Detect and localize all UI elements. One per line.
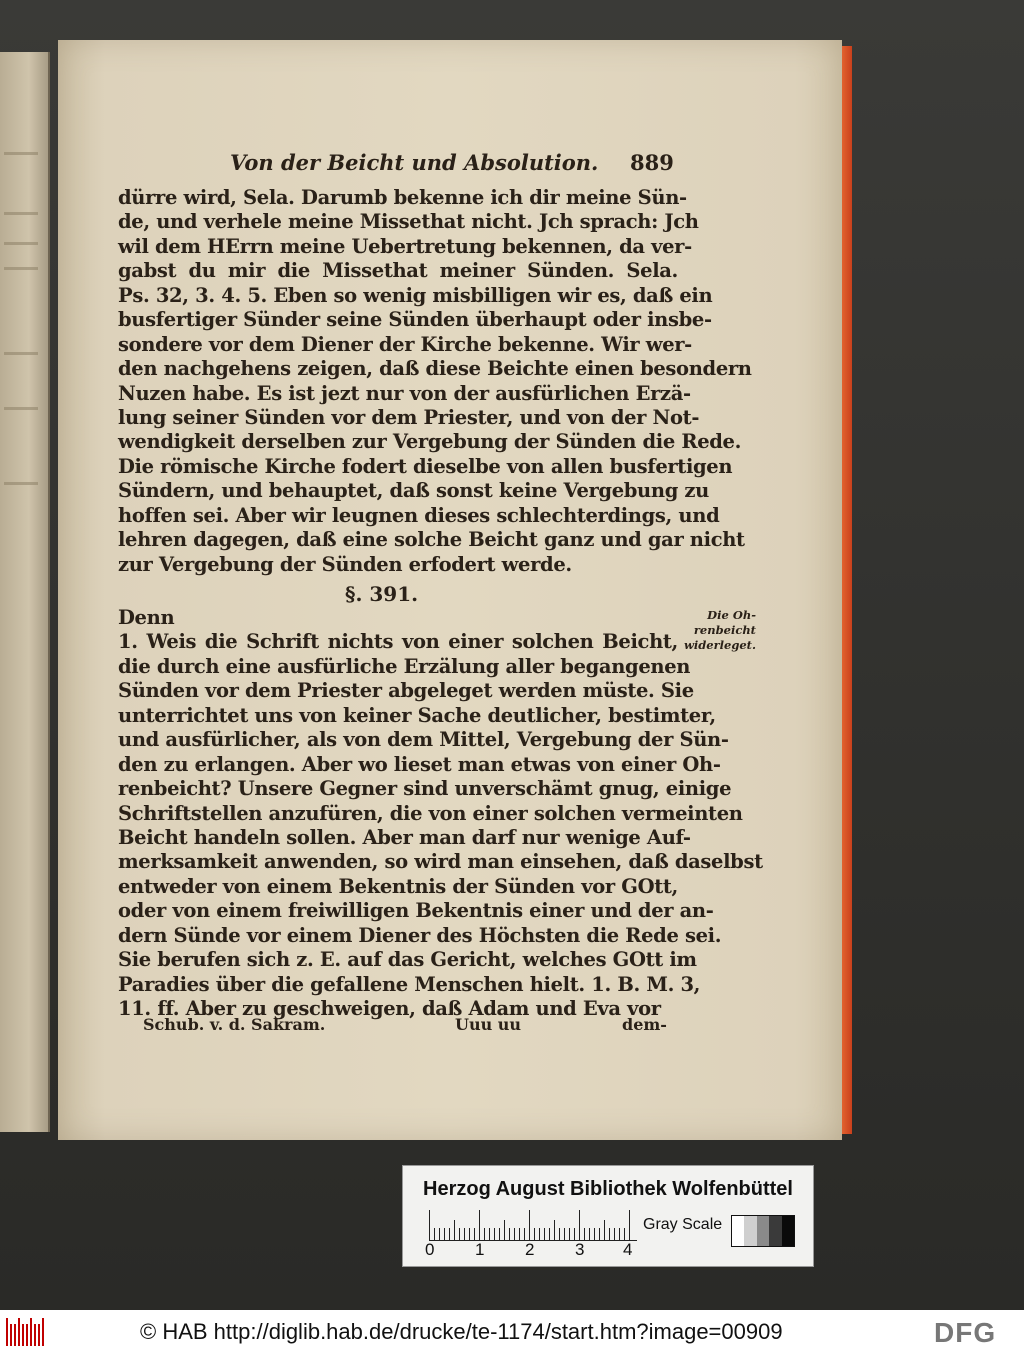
text-line: Sünden vor dem Priester abgeleget werden müste. Sie xyxy=(118,679,694,703)
margin-note-line: Die Oh- xyxy=(707,608,756,622)
ruler-number: 4 xyxy=(623,1240,633,1259)
ruler-tick xyxy=(474,1228,475,1240)
ruler-tick xyxy=(489,1228,490,1240)
gray-swatch xyxy=(744,1216,756,1246)
text-line: 11. ff. Aber zu geschweigen, daß Adam und Eva vor xyxy=(118,997,661,1020)
text-line: Sie berufen sich z. E. auf das Gericht, welches GOtt im xyxy=(118,948,697,972)
ruler-number: 1 xyxy=(475,1240,485,1259)
catchword: dem- xyxy=(622,1015,667,1034)
text-line: Sündern, und behauptet, daß sonst keine Vergebung zu xyxy=(118,479,709,503)
ruler-tick xyxy=(449,1228,450,1240)
gray-swatch xyxy=(732,1216,744,1246)
ruler-tick xyxy=(499,1228,500,1240)
ruler-tick xyxy=(539,1228,540,1240)
ruler-tick xyxy=(559,1228,560,1240)
text-block-1 xyxy=(118,186,752,577)
margin-note xyxy=(676,608,756,653)
ruler-tick xyxy=(599,1228,600,1240)
ruler-number: 2 xyxy=(525,1240,535,1259)
page-red-edge xyxy=(842,46,852,1134)
page-number: 889 xyxy=(630,150,674,175)
ruler-tick xyxy=(509,1228,510,1240)
text-line: oder von einem freiwilligen Bekentnis einer und der an- xyxy=(118,899,714,923)
text-line: zur Vergebung der Sünden erfodert werde. xyxy=(118,552,572,576)
text-line: und ausfürlicher, als von dem Mittel, Vergebung der Sün- xyxy=(118,728,729,752)
signature-letters: Uuu uu xyxy=(455,1015,522,1034)
gray-scale-swatches xyxy=(731,1215,795,1247)
ruler-tick xyxy=(529,1210,530,1240)
ruler-tick xyxy=(454,1220,455,1240)
ruler-tick xyxy=(569,1228,570,1240)
ruler-number: 0 xyxy=(425,1240,435,1259)
text-line: merksamkeit anwenden, so wird man einsehen, daß daselbst xyxy=(118,850,763,874)
gray-swatch xyxy=(757,1216,769,1246)
text-line: wil dem HErrn meine Uebertretung bekennen, da ver- xyxy=(118,234,692,258)
text-line: hoffen sei. Aber wir leugnen dieses schlechterdings, und xyxy=(118,503,720,527)
text-line: gabst du mir die Missethat meiner Sünden. Sela. xyxy=(118,259,678,283)
text-line: sondere vor dem Diener der Kirche bekenne. Wir wer- xyxy=(118,332,692,356)
ruler-tick xyxy=(514,1228,515,1240)
text-line: de, und verhele meine Missethat nicht. Jch sprach: Jch xyxy=(118,210,699,234)
gray-swatch xyxy=(769,1216,781,1246)
ruler-tick xyxy=(574,1228,575,1240)
section-number: §. 391. xyxy=(345,582,419,606)
ruler xyxy=(429,1210,639,1242)
ruler-tick xyxy=(594,1228,595,1240)
copyright-link[interactable]: © HAB http://diglib.hab.de/drucke/te-1174/start.htm?image=00909 xyxy=(140,1319,783,1344)
ruler-tick xyxy=(429,1210,430,1240)
ruler-tick xyxy=(519,1228,520,1240)
gray-scale-label: Gray Scale xyxy=(643,1216,723,1233)
ruler-tick xyxy=(614,1228,615,1240)
footer-bar xyxy=(0,1310,1024,1353)
hab-logo-icon xyxy=(6,1318,46,1346)
text-line: renbeicht? Unsere Gegner sind unverschämt gnug, einige xyxy=(118,777,732,801)
margin-note-line: widerleget. xyxy=(683,638,756,652)
ruler-tick xyxy=(464,1228,465,1240)
chart-title: Herzog August Bibliothek Wolfenbüttel xyxy=(423,1178,793,1200)
color-chart xyxy=(402,1165,814,1267)
text-line: lehren dagegen, daß eine solche Beicht ganz und gar nicht xyxy=(118,528,745,552)
ruler-tick xyxy=(624,1228,625,1240)
text-line: den nachgehens zeigen, daß diese Beichte einen besondern xyxy=(118,357,752,381)
text-line: Schriftstellen anzufüren, die von einer solchen vermeinten xyxy=(118,801,743,825)
dfg-logo: DFG xyxy=(934,1317,997,1348)
facing-page-edge xyxy=(0,52,50,1132)
text-line: dürre wird, Sela. Darumb bekenne ich dir meine Sün- xyxy=(118,186,687,209)
ruler-tick xyxy=(589,1228,590,1240)
text-line: dern Sünde vor einem Diener des Höchsten die Rede sei. xyxy=(118,923,722,947)
ruler-tick xyxy=(604,1220,605,1240)
text-line: den zu erlangen. Aber wo lieset man etwas von einer Oh- xyxy=(118,752,721,776)
ruler-tick xyxy=(434,1228,435,1240)
text-line: busfertiger Sünder seine Sünden überhaupt oder insbe- xyxy=(118,308,712,332)
ruler-tick xyxy=(479,1210,480,1240)
ruler-tick xyxy=(484,1228,485,1240)
text-line: Beicht handeln sollen. Aber man darf nur wenige Auf- xyxy=(118,825,691,849)
text-line: Nuzen habe. Es ist jezt nur von der ausfürlichen Erzä- xyxy=(118,381,691,405)
ruler-tick xyxy=(494,1228,495,1240)
ruler-tick xyxy=(609,1228,610,1240)
text-line: lung seiner Sünden vor dem Priester, und von der Not- xyxy=(118,405,700,429)
ruler-tick xyxy=(629,1210,630,1240)
ruler-tick xyxy=(554,1220,555,1240)
ruler-tick xyxy=(579,1210,580,1240)
text-line: die durch eine ausfürliche Erzälung aller begangenen xyxy=(118,654,691,678)
ruler-tick xyxy=(444,1228,445,1240)
text-line: Paradies über die gefallene Menschen hielt. 1. B. M. 3, xyxy=(118,972,701,996)
ruler-tick xyxy=(584,1228,585,1240)
ruler-tick xyxy=(524,1228,525,1240)
ruler-tick xyxy=(544,1228,545,1240)
signature-mark: Schub. v. d. Sakram. xyxy=(143,1015,326,1034)
text-line: wendigkeit derselben zur Vergebung der Sünden die Rede. xyxy=(118,430,742,454)
ruler-tick xyxy=(619,1228,620,1240)
ruler-tick xyxy=(564,1228,565,1240)
text-line: entweder von einem Bekentnis der Sünden vor GOtt, xyxy=(118,874,678,898)
text-line: Die römische Kirche fodert dieselbe von allen busfertigen xyxy=(118,454,733,478)
ruler-tick xyxy=(439,1228,440,1240)
gray-swatch xyxy=(782,1216,794,1246)
ruler-number: 3 xyxy=(575,1240,585,1259)
ruler-tick xyxy=(534,1228,535,1240)
ruler-tick xyxy=(469,1228,470,1240)
ruler-tick xyxy=(459,1228,460,1240)
margin-note-line: renbeicht xyxy=(693,623,756,637)
ruler-tick xyxy=(549,1228,550,1240)
ruler-tick xyxy=(504,1220,505,1240)
text-line: unterrichtet uns von keiner Sache deutlicher, bestimter, xyxy=(118,703,716,727)
text-line: Denn xyxy=(118,606,175,629)
running-title: Von der Beicht und Absolution. xyxy=(230,150,599,175)
text-line: Ps. 32, 3. 4. 5. Eben so wenig misbilligen wir es, daß ein xyxy=(118,283,713,307)
text-line: 1. Weis die Schrift nichts von einer solchen Beicht, xyxy=(118,630,678,654)
